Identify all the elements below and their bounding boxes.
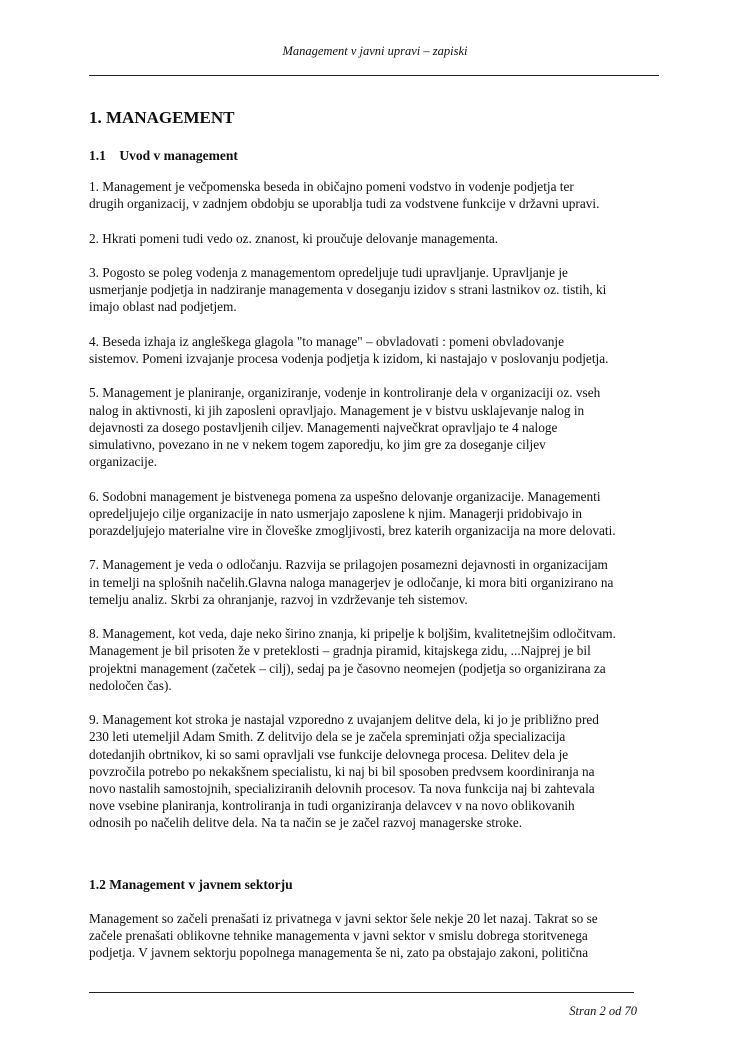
section-heading-1-1: 1.1 Uvod v management	[89, 148, 238, 163]
text-line: 2. Hkrati pomeni tudi vedo oz. znanost, ki proučuje delovanje managementa.	[89, 230, 499, 246]
text-line: drugih organizacij, v zadnjem obdobju se uporablja tudi za vodstvene funkcije v državni upravi.	[89, 196, 600, 212]
running-header: Management v javni upravi – zapiski	[282, 44, 468, 58]
text-line: nalog in aktivnosti, ki jih zaposleni opravljajo. Management je v bistvu usklajevanje nalog in	[89, 402, 585, 418]
text-line: organizacije.	[89, 454, 158, 470]
section-1-1-body	[89, 178, 669, 849]
paragraph	[89, 910, 669, 962]
text-line: 8. Management, kot veda, daje neko širino znanja, ki pripelje k boljšim, kvalitetnejšim odločitvam.	[89, 626, 616, 642]
paragraph	[89, 488, 669, 540]
text-line: sistemov. Pomeni izvajanje procesa vodenja podjetja k izidom, ki nastajajo v poslovanju podjetja.	[89, 350, 609, 366]
text-line: nove vsebine planiranja, kontroliranja in tudi organiziranja delavcev v na novo oblikovanih	[89, 798, 575, 814]
text-line: temelju analiz. Skrbi za ohranjanje, razvoj in vzdrževanje teh sistemov.	[89, 591, 468, 607]
text-line: 4. Beseda izhaja iz angleškega glagola "to manage" – obvladovati : pomeni obvladovanje	[89, 333, 564, 349]
text-line: opredeljujejo cilje organizacije in nato usmerjajo zaposlene k njim. Managerji pridobivajo in	[89, 505, 583, 521]
header-rule	[89, 75, 659, 76]
text-line: povzročila potrebo po nekakšnem specialistu, ki naj bi bil sposoben predvsem koordiniranja na	[89, 763, 595, 779]
text-line: Management so začeli prenašati iz privatnega v javni sektor šele nekje 20 let nazaj. Takrat so se	[89, 911, 598, 926]
section-1-2-body	[89, 910, 669, 979]
text-line: usmerjanje podjetja in nadziranje managementa v doseganju izidov s strani lastnikov oz. tistih, ki	[89, 282, 607, 298]
text-line: novo nastalih samostojnih, specializiranih delovnih procesov. Ta nova funkcija naj bi zahtevala	[89, 780, 595, 796]
footer-rule	[89, 992, 634, 993]
chapter-title: 1. MANAGEMENT	[89, 108, 235, 127]
text-line: dejavnosti za dosego postavljenih ciljev. Managementi največkrat opravljajo te 4 naloge	[89, 419, 558, 435]
text-line: nedoločen čas).	[89, 677, 172, 693]
text-line: 1. Management je večpomenska beseda in običajno pomeni vodstvo in vodenje podjetja ter	[89, 179, 574, 194]
paragraph	[89, 178, 669, 212]
paragraph	[89, 264, 669, 316]
paragraph	[89, 230, 669, 247]
page-number: Stran 2 od 70	[569, 1004, 637, 1018]
text-line: 6. Sodobni management je bistvenega pomena za uspešno delovanje organizacije. Managementi	[89, 488, 601, 504]
paragraph	[89, 556, 669, 608]
text-line: 7. Management je veda o odločanju. Razvija se prilagojen posamezni dejavnosti in organizacijam	[89, 557, 608, 573]
text-line: in temelji na splošnih načelih.Glavna naloga managerjev je odločanje, ki mora biti organizirano na	[89, 574, 614, 590]
text-line: odnosih po načelih delitve dela. Na ta način se je začel razvoj managerske stroke.	[89, 815, 523, 831]
text-line: projektni management (začetek – cilj), sedaj pa je časovno neomejen (podjetja so organizirana za	[89, 660, 606, 676]
paragraph	[89, 384, 669, 470]
text-line: porazdeljujejo materialne vire in človeške zmogljivosti, brez katerih organizacija na more delovati.	[89, 522, 616, 538]
text-line: podjetja. V javnem sektorju popolnega managementa še ni, zato pa obstajajo zakoni, politična	[89, 945, 589, 961]
text-line: 5. Management je planiranje, organiziranje, vodenje in kontroliranje dela v organizaciji oz. vseh	[89, 385, 601, 401]
section-heading-1-2: 1.2 Management v javnem sektorju	[89, 877, 293, 892]
text-line: imajo oblast nad podjetjem.	[89, 299, 237, 315]
text-line: simulativno, povezano in ne v nekem togem zaporedju, ko jim gre za doseganje ciljev	[89, 436, 546, 452]
text-line: Management je bil prisoten že v preteklosti – gradnja piramid, kitajskega zidu, ...Najprej je bil	[89, 643, 591, 659]
paragraph	[89, 625, 669, 694]
text-line: 230 leti utemeljil Adam Smith. Z delitvijo dela se je začela spreminjati ožja specializacija	[89, 729, 566, 745]
paragraph	[89, 711, 669, 831]
text-line: 9. Management kot stroka je nastajal vzporedno z uvajanjem delitve dela, ki jo je približno pred	[89, 712, 599, 728]
paragraph	[89, 333, 669, 367]
text-line: 3. Pogosto se poleg vodenja z managementom opredeljuje tudi upravljanje. Upravljanje je	[89, 264, 568, 280]
text-line: dotedanjih obrtnikov, ki so sami opravljali vse funkcije delovnega procesa. Delitev dela je	[89, 746, 569, 762]
text-line: začele prenašati oblikovne tehnike managementa v javni sektor v smislu dobrega storitvenega	[89, 928, 588, 944]
